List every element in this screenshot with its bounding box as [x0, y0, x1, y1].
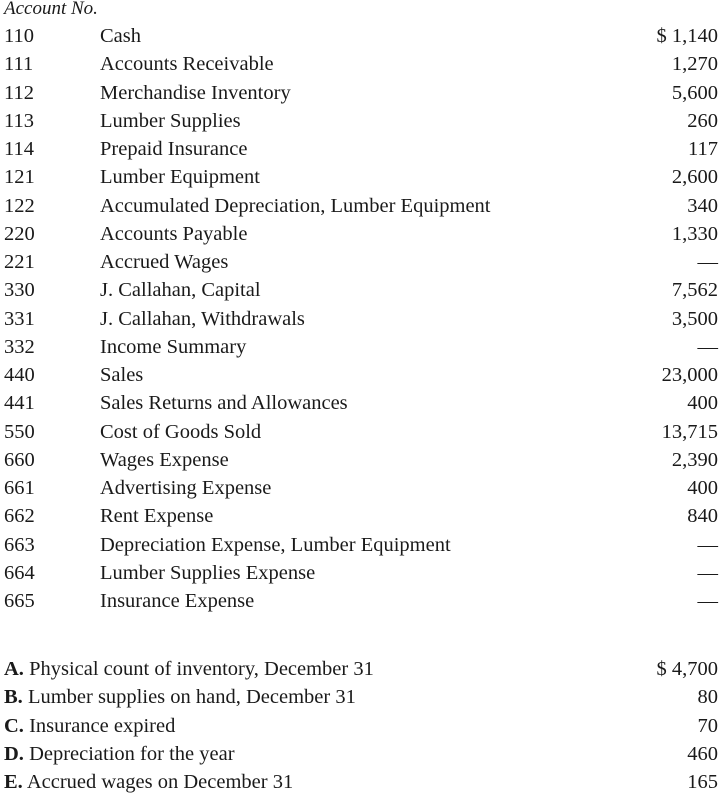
adjustment-list [0, 655, 720, 796]
account-balance: 400 [687, 477, 718, 499]
adjustment-description [4, 740, 235, 768]
adjustment-text: Depreciation for the year [29, 742, 235, 765]
adjustment-letter: A. [4, 658, 24, 680]
account-row [0, 276, 720, 304]
adjustment-letter: C. [4, 714, 24, 737]
account-balance: — [697, 251, 718, 273]
account-name: Lumber Equipment [100, 166, 260, 189]
account-row [0, 135, 720, 163]
account-number: 441 [4, 392, 35, 415]
account-name: Advertising Expense [100, 477, 272, 499]
account-name: Cash [100, 25, 141, 47]
account-balance: 23,000 [661, 364, 718, 386]
account-balance: 2,600 [671, 166, 718, 189]
account-row [0, 389, 720, 417]
account-number: 122 [4, 194, 35, 217]
account-name: Income Summary [100, 335, 247, 358]
account-row [0, 474, 720, 502]
account-name: Wages Expense [100, 448, 229, 471]
adjustment-letter: E. [4, 771, 23, 793]
account-name: Lumber Supplies [100, 109, 241, 132]
account-name: Rent Expense [100, 505, 214, 528]
account-number: 440 [4, 364, 35, 386]
account-number: 121 [4, 166, 35, 189]
account-balance: 2,390 [671, 448, 718, 471]
account-number: 550 [4, 420, 35, 443]
account-number: 661 [4, 477, 35, 499]
adjustment-description [4, 768, 293, 796]
account-number: 114 [4, 138, 34, 160]
adjustment-letter: B. [4, 686, 23, 709]
adjustment-item [0, 683, 720, 711]
account-name: Accounts Payable [100, 222, 248, 245]
account-name: Insurance Expense [100, 590, 255, 612]
account-number: 332 [4, 335, 35, 358]
account-row [0, 22, 720, 50]
account-balance: 840 [687, 505, 718, 528]
account-list [0, 22, 720, 615]
account-row [0, 50, 720, 78]
account-row [0, 361, 720, 389]
account-balance: 13,715 [661, 420, 718, 443]
account-number: 221 [4, 251, 35, 273]
adjustment-amount: 80 [697, 686, 718, 709]
account-number: 330 [4, 279, 35, 302]
account-row [0, 502, 720, 530]
account-row [0, 333, 720, 361]
adjustment-item [0, 712, 720, 740]
account-row [0, 418, 720, 446]
account-number: 112 [4, 81, 34, 104]
adjustment-item [0, 740, 720, 768]
account-name: Prepaid Insurance [100, 138, 248, 160]
account-balance: — [697, 533, 718, 556]
account-balance: $ 1,140 [656, 25, 718, 47]
account-balance: 117 [688, 138, 718, 160]
adjustment-amount: 70 [697, 714, 718, 737]
account-row [0, 446, 720, 474]
account-balance: 7,562 [671, 279, 718, 302]
account-row [0, 587, 720, 615]
account-name: Depreciation Expense, Lumber Equipment [100, 533, 451, 556]
account-balance: — [697, 561, 718, 584]
adjustment-item [0, 655, 720, 683]
account-balance: — [697, 590, 718, 612]
account-number: 660 [4, 448, 35, 471]
adjustment-letter: D. [4, 742, 24, 765]
adjustment-item [0, 768, 720, 796]
account-row [0, 305, 720, 333]
account-row [0, 220, 720, 248]
account-number: 113 [4, 109, 34, 132]
account-row [0, 531, 720, 559]
account-name: Sales [100, 364, 144, 386]
adjustment-text: Physical count of inventory, December 31 [29, 658, 374, 680]
account-balance: — [697, 335, 718, 358]
account-number: 662 [4, 505, 35, 528]
account-number: 663 [4, 533, 35, 556]
account-name: Sales Returns and Allowances [100, 392, 348, 415]
account-row [0, 192, 720, 220]
account-name: Lumber Supplies Expense [100, 561, 316, 584]
adjustment-amount: 165 [687, 771, 718, 793]
account-row [0, 248, 720, 276]
account-name: Accounts Receivable [100, 53, 274, 76]
account-number: 331 [4, 307, 35, 330]
account-number: 664 [4, 561, 35, 584]
account-name: J. Callahan, Withdrawals [100, 307, 305, 330]
account-no-header: Account No. [4, 0, 98, 19]
account-name: J. Callahan, Capital [100, 279, 261, 302]
account-balance: 1,270 [671, 53, 718, 76]
account-row [0, 79, 720, 107]
account-balance: 3,500 [671, 307, 718, 330]
adjustment-amount: $ 4,700 [656, 658, 718, 680]
account-row [0, 163, 720, 191]
account-name: Cost of Goods Sold [100, 420, 262, 443]
adjustment-description [4, 712, 175, 740]
account-name: Accumulated Depreciation, Lumber Equipment [100, 194, 491, 217]
account-balance: 1,330 [671, 222, 718, 245]
account-name: Merchandise Inventory [100, 81, 291, 104]
account-balance: 260 [687, 109, 718, 132]
account-number: 665 [4, 590, 35, 612]
account-number: 110 [4, 25, 34, 47]
adjustment-description [4, 683, 356, 711]
account-balance: 340 [687, 194, 718, 217]
account-balance: 5,600 [671, 81, 718, 104]
account-number: 111 [4, 53, 34, 76]
adjustment-text: Insurance expired [29, 714, 176, 737]
account-number: 220 [4, 222, 35, 245]
account-name: Accrued Wages [100, 251, 229, 273]
adjustment-text: Lumber supplies on hand, December 31 [27, 686, 356, 709]
adjustment-text: Accrued wages on December 31 [26, 771, 294, 793]
adjustment-description [4, 655, 374, 683]
account-balance: 400 [687, 392, 718, 415]
account-row [0, 559, 720, 587]
account-row [0, 107, 720, 135]
adjustment-amount: 460 [687, 742, 718, 765]
